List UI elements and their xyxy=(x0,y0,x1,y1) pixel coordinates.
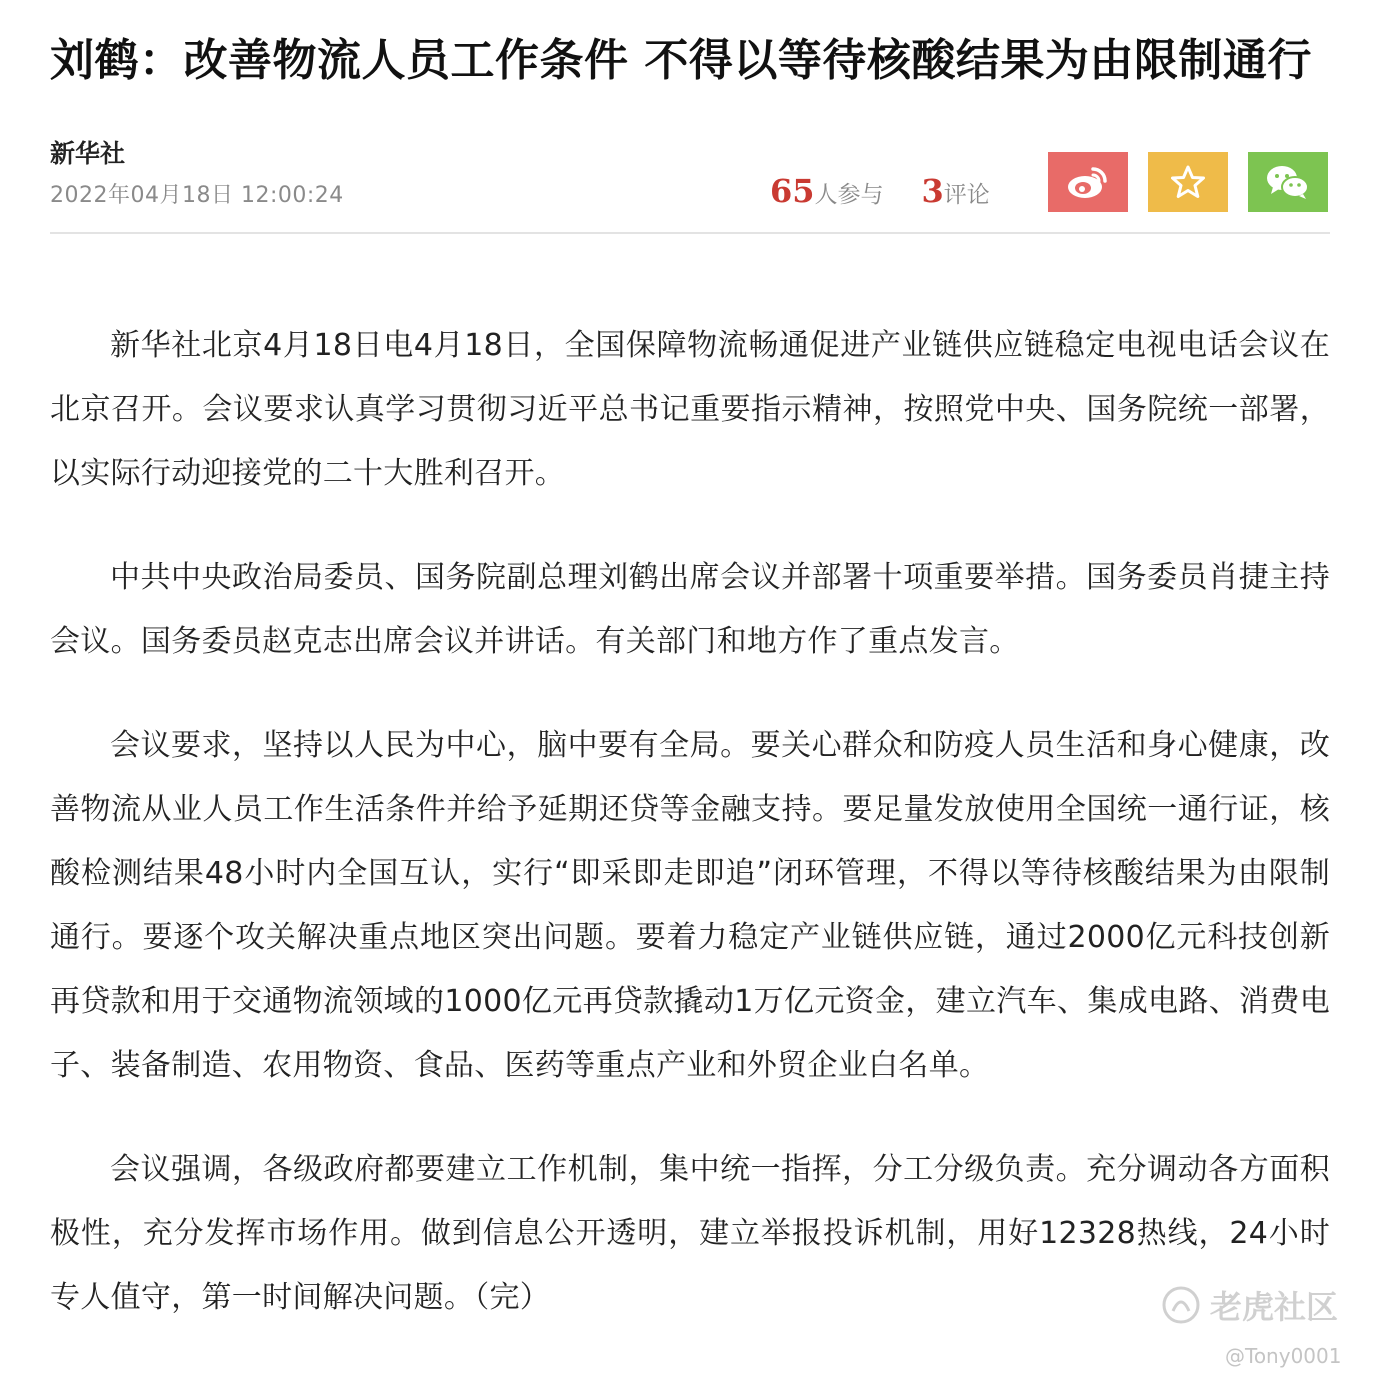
star-icon xyxy=(1171,165,1205,199)
article-meta xyxy=(50,92,1330,234)
wechat-share-button[interactable] xyxy=(1248,152,1328,212)
weibo-share-button[interactable] xyxy=(1048,152,1128,212)
favorite-button[interactable] xyxy=(1148,152,1228,212)
comments-count: 3 xyxy=(921,172,944,210)
participants-count: 65 xyxy=(770,172,815,210)
article-body xyxy=(50,234,1330,1330)
article-stats xyxy=(770,172,990,210)
tiger-logo-icon xyxy=(1160,1284,1202,1326)
article-paragraph: 会议要求，坚持以人民为中心，脑中要有全局。要关心群众和防疫人员生活和身心健康，改善物流从业人员工作生活条件并给予延期还贷等金融支持。要足量发放使用全国统一通行证，核酸检测结果48小时内全国互认，实行“即采即走即追”闭环管理，不得以等待核酸结果为由限制通行。要逐个攻关解决重点地区突出问题。要着力稳定产业链供应链，通过2000亿元科技创新再贷款和用于交通物流领域的1000亿元再贷款撬动1万亿元资金，建立汽车、集成电路、消费电子、装备制造、农用物资、食品、医药等重点产业和外贸企业白名单。 xyxy=(50,728,1330,1083)
publish-datetime: 2022年04月18日 12:00:24 xyxy=(50,183,344,208)
comments-label: 评论 xyxy=(943,182,990,208)
watermark-handle: @Tony0001 xyxy=(1225,1344,1342,1368)
article-paragraph: 新华社北京4月18日电4月18日，全国保障物流畅通促进产业链供应链稳定电视电话会议在北京召开。会议要求认真学习贯彻习近平总书记重要指示精神，按照党中央、国务院统一部署，以实际行动迎接党的二十大胜利召开。 xyxy=(50,328,1330,491)
article xyxy=(50,0,1330,1370)
participants-label: 人参与 xyxy=(814,182,884,208)
share-toolbar xyxy=(1048,152,1328,212)
article-paragraph: 会议强调，各级政府都要建立工作机制，集中统一指挥，分工分级负责。充分调动各方面积极性，充分发挥市场作用。做到信息公开透明，建立举报投诉机制，用好12328热线，24小时专人值守，第一时间解决问题。（完） xyxy=(50,1152,1330,1315)
article-paragraph: 中共中央政治局委员、国务院副总理刘鹤出席会议并部署十项重要举措。国务委员肖捷主持会议。国务委员赵克志出席会议并讲话。有关部门和地方作了重点发言。 xyxy=(50,560,1330,659)
watermark xyxy=(1160,1282,1338,1328)
article-source[interactable]: 新华社 xyxy=(50,139,126,168)
watermark-brand: 老虎社区 xyxy=(1210,1288,1339,1326)
wechat-icon xyxy=(1265,163,1311,201)
participants-stat xyxy=(770,172,884,210)
weibo-icon xyxy=(1065,163,1111,201)
article-title: 刘鹤：改善物流人员工作条件 不得以等待核酸结果为由限制通行 xyxy=(50,35,1312,86)
comments-stat[interactable] xyxy=(922,172,990,210)
